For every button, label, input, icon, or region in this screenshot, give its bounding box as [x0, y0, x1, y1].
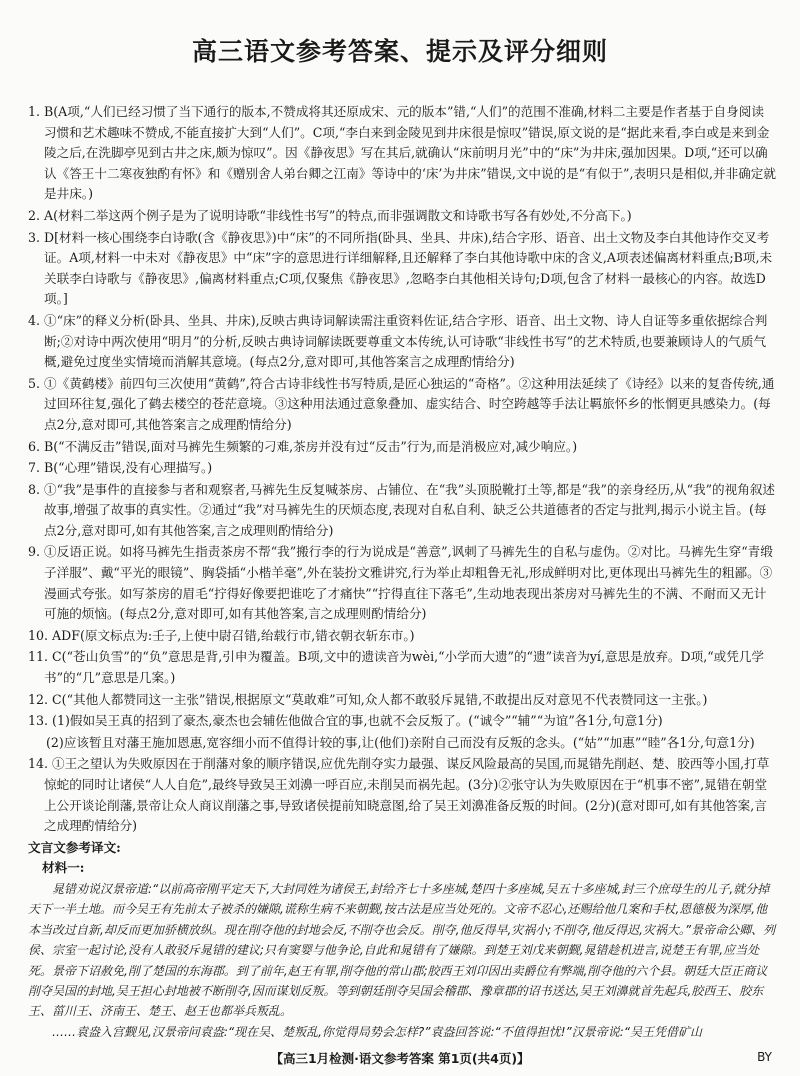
answer-5: 5. ①《黄鹤楼》前四句三次使用“黄鹤”,符合古诗非线性书写特质,是匠心独运的“奇格”。②这种用法延续了《诗经》以来的复沓传统,通过回环往复,强化了鹤去楼空的苍茫意境。③这种用法通过意象叠加、虚实结合、时空跨越等手法让羁旅怀乡的怅惘更具感染力。(每点2分,意对即可,其他答案言之成理酌情给分) [28, 375, 775, 432]
answer-14: 14. ①王之望认为失败原因在于削藩对象的顺序错误,应优先削夺实力最强、谋反风险最高的吴国,而晁错先削赵、楚、胶西等小国,打草惊蛇的同时让诸侯“人人自危”,最终导致吴王刘濞一呼百应,未削吴而祸先起。(3分)②张守认为失败原因在于“机事不密”,晁错在朝堂上公开谈论削藩,景帝让众人商议削藩之事,导致诸侯提前知晓意图,给了吴王刘濞准备反叛的时间。(2分)(意对即可,如有其他答案,言之成理酌情给分) [28, 756, 770, 834]
answer-10: 10. ADF(原文标点为:壬子,上使中尉召错,绐载行市,错衣朝衣斩东市。) [28, 627, 415, 643]
answer-9: 9. ①反语正说。如将马裤先生指责茶房不帮“我”搬行李的行为说成是“善意”,讽刺了马裤先生的自私与虚伪。②对比。马裤先生穿“青缎子洋服”、戴“平光的眼镜”、胸袋插“小楷羊毫”,外在装扮文雅讲究,行为举止却粗鲁无礼,形成鲜明对比,更体现出马裤先生的粗鄙。③漫画式夸张。如写茶房的眉毛“拧得好像要把谁吃了才痛快”“拧得直往下落毛”,生动地表现出茶房对马裤先生的不满、不耐而又无计可施的烦恼。(每点2分,意对即可,如有其他答案,言之成理则酌情给分) [28, 544, 773, 622]
material-1-heading: 材料一: [42, 860, 85, 876]
answer-11: 11. C(“苍山负雪”的“负”意思是背,引申为覆盖。B项,文中的遗读音为wèi,“小学而大遗”的“遗”读音为yí,意思是放弃。D项,“或凭几学书”的“几”意思是几案。) [28, 649, 765, 686]
page-title: 高三语文参考答案、提示及评分细则 [191, 37, 608, 66]
answer-13-part-2: (2)应该暂且对藩王施加恩惠,宽容细小而不值得计较的事,让(他们)亲附自己而没有反叛的念头。(“姑”“加惠”“睦”各1分,句意1分) [46, 734, 755, 750]
document-body [28, 102, 776, 1042]
answer-4: 4. ①“床”的释义分析(卧具、坐具、井床),反映古典诗词解读需注重资料佐证,结合字形、语音、出土文物、诗人自证等多重依据综合判断;②对诗中两次使用“明月”的分析,反映古典诗词解读既要尊重文本传统,认可诗歌“非线性书写”的艺术特质,也要兼顾诗人的气质气概,避免过度坐实情境而消解其意境。(每点2分,意对即可,其他答案言之成理酌情给分) [28, 312, 768, 370]
answer-2: 2. A(材料二举这两个例子是为了说明诗歌“非线性书写”的特点,而非强调散文和诗歌书写各有妙处,不分高下。) [28, 207, 632, 223]
answer-7: 7. B(“心理”错误,没有心理描写。) [28, 460, 213, 476]
answer-1: 1. B(A项,“人们已经习惯了当下通行的版本,不赞成将其还原成宋、元的版本”错,“人们”的范围不准确,材料二主要是作者基于自身阅读习惯和艺术趣味不赞成,不能直接扩大到“人们”。C项,“李白来到金陵见到井床很是惊叹”错误,原文说的是“据此来看,李白或是来到金陵之后,在洗脚亭见到古井之床,颇为惊叹”。因《静夜思》写在其后,就确认“床前明月光”中的“床”为井床,强加因果。D项,“还可以确认《答王十二寒夜独酌有怀》和《赠别舍人弟台卿之江南》等诗中的‘床’为井床”错误,文中说的是“有似于”,表明只是相似,并非确定就是井床。) [28, 104, 776, 202]
translation-heading: 文言文参考译文: [28, 839, 121, 855]
translation-paragraph-2: ……袁盎入宫觐见,汉景帝问袁盎:“现在吴、楚叛乱,你觉得局势会怎样?”袁盎回答说:“不值得担忧!”汉景帝说:“吴王凭借矿山 [52, 1024, 703, 1039]
answer-6: 6. B(“不满反击”错误,面对马裤先生频繁的刁难,茶房并没有过“反击”行为,而是消极应对,减少响应。) [28, 438, 578, 454]
answer-12: 12. C(“其他人都赞同这一主张”错误,根据原文“莫敢难”可知,众人都不敢驳斥晁错,不敢提出反对意见不代表赞同这一主张。) [28, 691, 708, 707]
footer-mark: BY [757, 1050, 772, 1064]
answer-3: 3. D[材料一核心围绕李白诗歌(含《静夜思》)中“床”的不同所指(卧具、坐具、井床),结合字形、语音、出土文物及李白其他诗作交叉考证。A项,材料一中未对《静夜思》中“床”字的意思进行详细解释,且还解释了李白其他诗歌中床的含义,A项表述偏离材料重点;B项,未关联李白诗歌与《静夜思》,偏离材料重点;C项,仅聚焦《静夜思》,忽略李白其他相关诗句;D项,包含了材料一最核心的内容。故选D项。] [28, 229, 773, 307]
answer-13-part-1: 13. (1)假如吴王真的招到了豪杰,豪杰也会辅佐他做合宜的事,也就不会反叛了。(“诚令”“辅”“为谊”各1分,句意1分) [28, 713, 663, 729]
translation-paragraph-1: 晁错劝说汉景帝道:“以前高帝刚平定天下,大封同姓为诸侯王,封给齐七十多座城,楚四十多座城,吴五十多座城,封三个庶母生的儿子,就分掉天下一半土地。而今吴王有先前太子被杀的嫌隙,谎称生病不来朝觐,按古法是应当处死的。文帝不忍心,还赐给他几案和手杖,恩德极为深厚,他本当改过自新,却反而更加骄横放纵。现在削夺他的封地会反,不削夺也会反。削夺,他反得早,灾祸小;不削夺,他反得迟,灾祸大。”景帝命公卿、列侯、宗室一起讨论,没有人敢驳斥晁错的建议;只有窦婴与他争论,自此和晁错有了嫌隙。到楚王刘戊来朝觐,晁错趁机进言,说楚王有罪,应当处死。景帝下诏赦免,削了楚国的东海郡。到了前年,赵王有罪,削夺他的常山郡;胶西王刘卬因出卖爵位有弊端,削夺他的六个县。朝廷大臣正商议削夺吴国的封地,吴王担心封地被不断削夺,因而谋划反叛。等到朝廷削夺吴国会稽郡、豫章郡的诏书送达,吴王刘濞就首先起兵,胶西王、胶东王、菑川王、济南王、楚王、赵王也都举兵叛乱。 [28, 881, 776, 1019]
page-footer: 【高三1月检测·语文参考答案 第1页(共4页)】 [270, 1051, 530, 1066]
answer-8: 8. ①“我”是事件的直接参与者和观察者,马裤先生反复喊茶房、占铺位、在“我”头顶脱靴打土等,都是“我”的亲身经历,从“我”的视角叙述故事,增强了故事的真实性。②通过“我”对马裤先生的厌烦态度,表现对自私自利、缺乏公共道德者的否定与批判,揭示小说主旨。(每点2分,意对即可,如有其他答案,言之成理则酌情给分) [28, 481, 776, 538]
